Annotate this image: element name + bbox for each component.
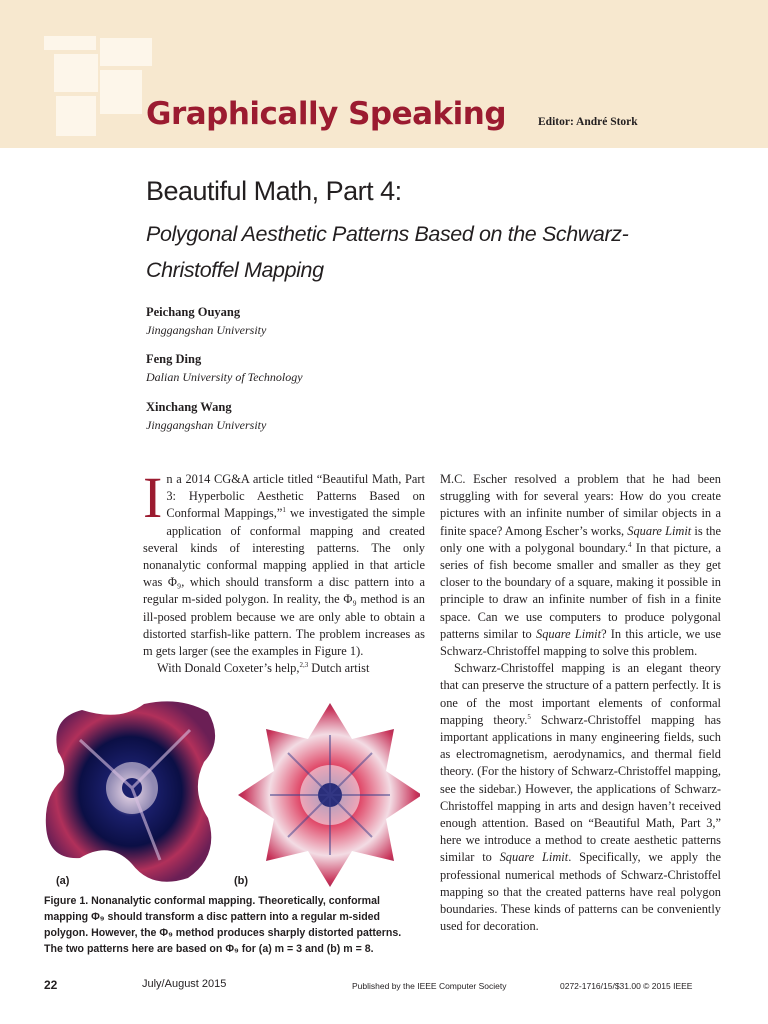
body-column-left — [143, 465, 425, 677]
author-name: Peichang Ouyang — [146, 305, 241, 319]
body-text: is the only one with a polygonal boundary. — [440, 523, 721, 555]
body-paragraph — [143, 660, 425, 677]
author-block — [146, 400, 266, 433]
body-paragraph — [440, 660, 721, 935]
reference-marker: 2,3 — [299, 661, 309, 670]
copyright: 0272-1716/15/$31.00 © 2015 IEEE — [560, 981, 693, 991]
author-name: Xinchang Wang — [146, 400, 232, 414]
figure-1 — [40, 700, 420, 890]
body-paragraph — [440, 471, 721, 660]
banner-square-decoration — [56, 96, 96, 136]
reference-marker: 1 — [282, 506, 286, 515]
body-italic: Square Limit — [499, 850, 569, 865]
body-text: Schwarz-Christoffel mapping is an elegant theory that can preserve the structure of a pattern perfectly. It is one of the most important elements of conformal mapping theory. — [440, 661, 721, 727]
author-block — [146, 352, 303, 385]
author-affiliation: Dalian University of Technology — [146, 370, 303, 384]
body-text: With Donald Coxeter’s help, — [157, 661, 300, 676]
body-text: Dutch artist — [308, 661, 370, 676]
body-text: we investigated the simple application of conformal mapping and created several kinds of interesting patterns. The only nonanalytic conformal mapping applied in that article was Φ₉, which should transform a disc pattern into a regular m-sided polygon. In reality, the Φ₉ method is an ill-posed problem because we are only able to obtain a distorted starfish-like pattern. The problem increases as m gets larger (see the examples in Figure 1). — [143, 506, 425, 659]
caption-text: Figure 1. Nonanalytic conformal mapping. Theoretically, conformal mapping Φ₉ should transform a disc pattern into a regular m-sided polygon. However, the Φ₉ method produces sharply distorted patterns. The two patterns here are based on Φ₉ for (a) m = 3 and (b) m = 8. — [44, 895, 402, 955]
figure-label-a: (a) — [56, 875, 70, 887]
publisher: Published by the IEEE Computer Society — [352, 981, 507, 991]
body-text: M.C. Escher resolved a problem that he had been struggling with for several years: How do you create pictures with an infinite number of similar objects in a finite space? Among Escher’s works, — [440, 472, 721, 538]
figure-images — [40, 700, 420, 890]
author-affiliation: Jinggangshan University — [146, 418, 267, 432]
figure-caption — [44, 893, 410, 957]
body-italic: Square Limit — [536, 626, 602, 641]
article-title: Beautiful Math, Part 4: — [146, 176, 402, 206]
reference-marker: 4 — [628, 540, 632, 549]
author-name: Feng Ding — [146, 352, 202, 366]
pattern-b-image — [238, 703, 420, 887]
department-title: Graphically Speaking — [146, 96, 507, 132]
drop-cap: I — [143, 465, 163, 530]
body-text: In that picture, a series of fish become smaller and smaller as they get closer to the boundary of a square, making it possible in principle to draw an infinite number of fish in a finite space. Can we use computers to produce polygonal patterns similar to — [440, 540, 721, 641]
page-number: 22 — [44, 978, 58, 992]
body-text: ? In this article, we use Schwarz-Christoffel mapping to solve this problem. — [440, 626, 721, 659]
body-text: Schwarz-Christoffel mapping has important applications in many engineering fields, such as electromagnetism, aerodynamics, and thermal field theory. (For the history of Schwarz-Christoffel mapping, see the sidebar.) However, the applications of Schwarz-Christoffel mapping in arts and design haven’t received enough attention. Based on “Beautiful Math, Part 3,” here we introduce a method to create aesthetic patterns similar to — [440, 712, 721, 865]
body-italic: Square Limit — [627, 523, 692, 538]
banner-square-decoration — [100, 70, 142, 114]
editor-credit: Editor: André Stork — [538, 116, 638, 128]
figure-label-b: (b) — [234, 875, 249, 887]
banner-square-decoration — [44, 36, 96, 50]
subtitle-line: Polygonal Aesthetic Patterns Based on the Schwarz- — [146, 222, 629, 246]
article-subtitle — [146, 216, 666, 288]
banner-square-decoration — [100, 38, 152, 66]
body-text: . Specifically, we apply the professional numerical methods of Schwarz-Christoffel mapping so that the created patterns have real polygon boundaries. These kinds of patterns can be conveniently used for decoration. — [440, 850, 721, 934]
body-text: n a 2014 CG&A article titled “Beautiful Math, Part 3: Hyperbolic Aesthetic Patterns Based on Conformal Mappings,” — [166, 472, 425, 521]
reference-marker: 5 — [527, 712, 531, 721]
header-banner — [0, 0, 768, 148]
issue-date: July/August 2015 — [142, 978, 227, 990]
body-column-right — [440, 471, 721, 935]
banner-square-decoration — [54, 54, 98, 92]
body-paragraph — [143, 465, 425, 660]
subtitle-line: Christoffel Mapping — [146, 258, 324, 282]
author-affiliation: Jinggangshan University — [146, 323, 267, 337]
pattern-a-image — [46, 701, 215, 881]
author-block — [146, 305, 266, 338]
